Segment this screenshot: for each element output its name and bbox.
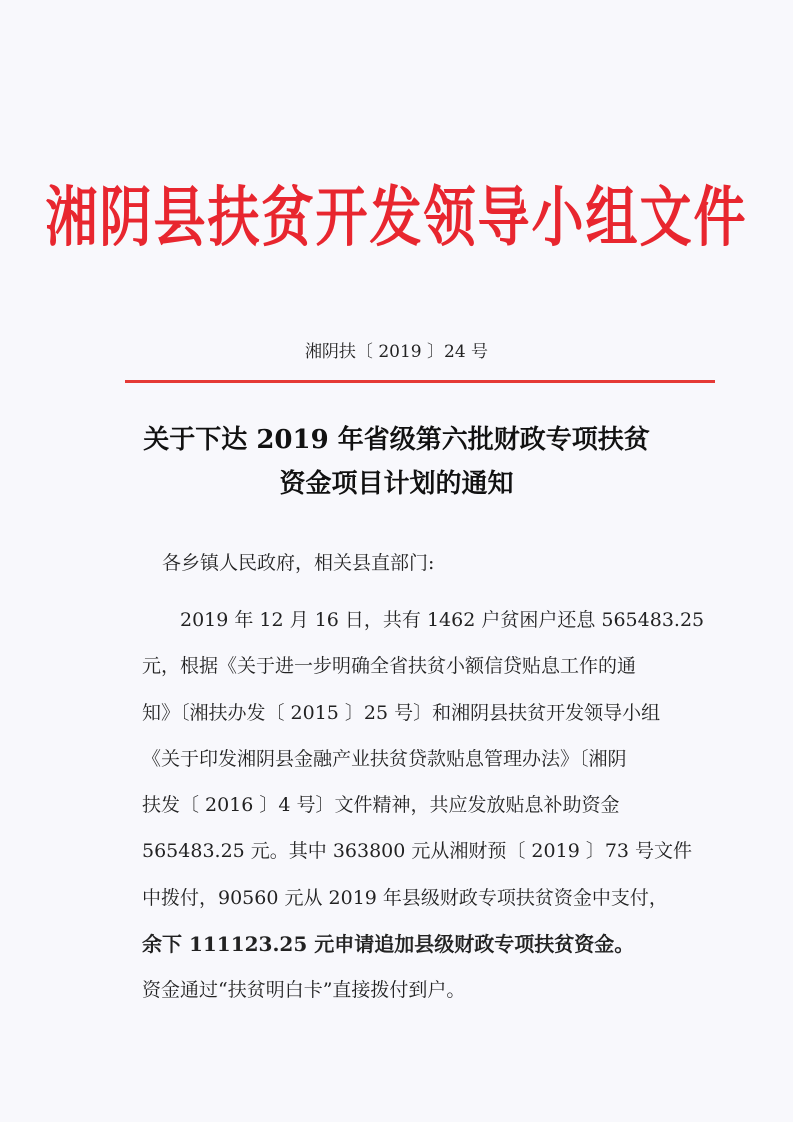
body-line: 扶发〔 2016 〕4 号〕文件精神，共应发放贴息补助资金 xyxy=(142,794,620,817)
red-divider-line xyxy=(125,380,715,383)
notice-title-line-1: 关于下达 2019 年省级第六批财政专项扶贫 xyxy=(143,425,650,455)
notice-title-line-2: 资金项目计划的通知 xyxy=(279,469,514,499)
body-line: 《关于印发湘阴县金融产业扶贫贷款贴息管理办法》〔湘阴 xyxy=(142,747,627,770)
body-line: 中拨付，90560 元从 2019 年县级财政专项扶贫资金中支付， xyxy=(142,886,668,909)
salutation: 各乡镇人民政府，相关县直部门: xyxy=(162,552,435,574)
body-line: 565483.25 元。其中 363800 元从湘财预〔 2019 〕73 号文件 xyxy=(142,840,693,863)
body-line: 2019 年 12 月 16 日，共有 1462 户贫困户还息 565483.25 xyxy=(180,609,705,631)
body-line: 元，根据《关于进一步明确全省扶贫小额信贷贴息工作的通 xyxy=(142,655,637,678)
body-line: 资金通过“扶贫明白卡”直接拨付到户。 xyxy=(142,979,466,1002)
body-line-emphasis: 余下 111123.25 元申请追加县级财政专项扶贫资金。 xyxy=(142,932,635,957)
masthead-title: 湘阴县扶贫开发领导小组文件 xyxy=(45,180,748,256)
document-number: 湘阴扶〔 2019 〕24 号 xyxy=(304,342,489,362)
notice-title xyxy=(0,418,793,506)
body-line: 知》〔湘扶办发〔 2015 〕25 号〕和湘阴县扶贫开发领导小组 xyxy=(142,701,661,724)
body-paragraph xyxy=(142,597,705,1014)
